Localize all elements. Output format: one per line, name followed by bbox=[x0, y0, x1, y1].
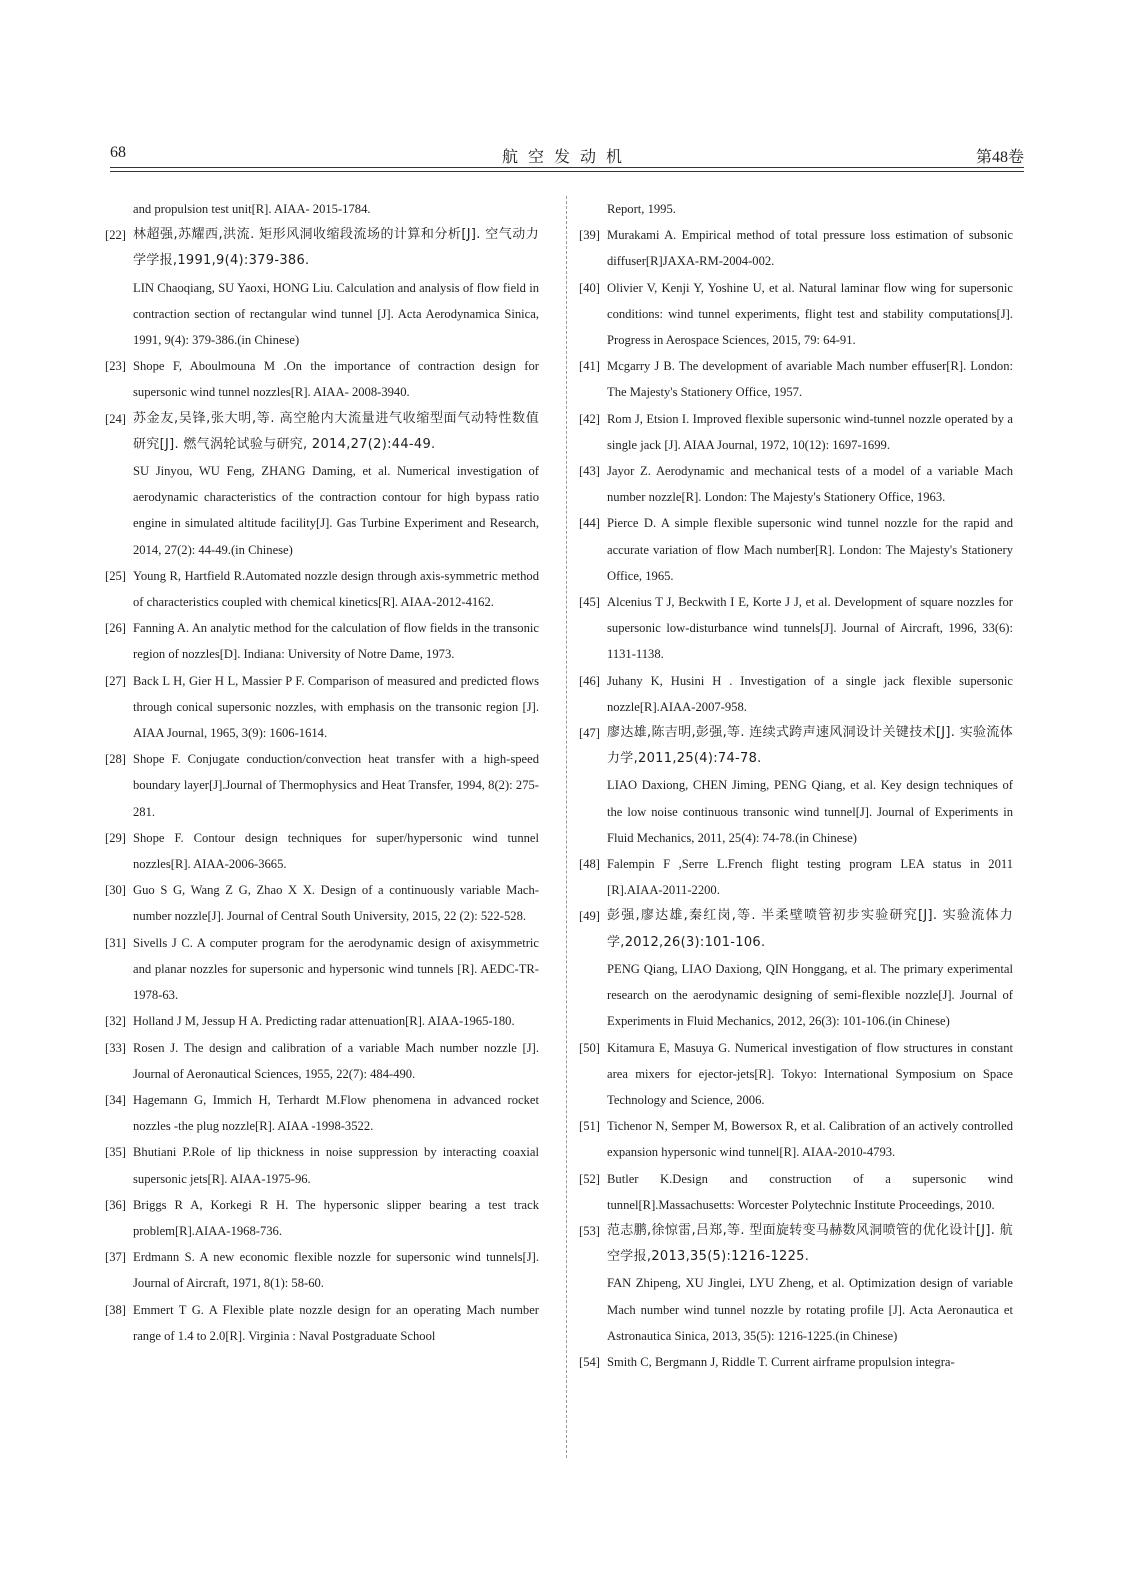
reference-item bbox=[105, 353, 539, 405]
reference-text-chinese: 范志鹏,徐惊雷,吕郑,等. 型面旋转变马赫数风洞喷管的优化设计[J]. 航空学报,2013,35(5):1216-1225. bbox=[607, 1222, 1013, 1265]
reference-item bbox=[105, 615, 539, 667]
reference-text-chinese: 苏金友,吴锋,张大明,等. 高空舱内大流量进气收缩型面气动特性数值研究[J]. 燃气涡轮试验与研究, 2014,27(2):44-49. bbox=[133, 410, 539, 452]
reference-text: Rosen J. The design and calibration of a variable Mach number nozzle [J]. Journal of Aeronautical Sciences, 1955, 22(7): 484-490. bbox=[133, 1040, 539, 1081]
reference-number: [32] bbox=[105, 1014, 126, 1029]
reference-number: [39] bbox=[579, 228, 600, 243]
reference-text: Bhutiani P.Role of lip thickness in noise suppression by interacting coaxial supersonic jets[R]. AIAA-1975-96. bbox=[133, 1145, 539, 1186]
right-reference-column bbox=[579, 196, 1013, 1375]
reference-item bbox=[105, 930, 539, 1009]
reference-item bbox=[579, 1035, 1013, 1114]
reference-item bbox=[579, 668, 1013, 720]
reference-text: Alcenius T J, Beckwith I E, Korte J J, et al. Development of square nozzles for supersonic low-disturbance wind tunnels[J]. Journal of Aircraft, 1996, 33(6): 1131-1138. bbox=[607, 595, 1013, 662]
reference-item bbox=[579, 222, 1013, 274]
reference-item bbox=[105, 1244, 539, 1296]
reference-number: [37] bbox=[105, 1250, 126, 1265]
reference-item bbox=[579, 1349, 1013, 1375]
reference-number: [47] bbox=[579, 726, 600, 741]
reference-text: Report, 1995. bbox=[607, 202, 676, 216]
reference-item bbox=[579, 589, 1013, 668]
reference-text: and propulsion test unit[R]. AIAA- 2015-1784. bbox=[133, 202, 371, 216]
reference-item bbox=[579, 903, 1013, 1034]
reference-item bbox=[105, 1008, 539, 1034]
reference-item bbox=[579, 196, 1013, 222]
reference-number: [48] bbox=[579, 857, 600, 872]
reference-text: Tichenor N, Semper M, Bowersox R, et al. Calibration of an actively controlled expansion hypersonic wind tunnel[R]. AIAA-2010-4793. bbox=[607, 1119, 1013, 1160]
reference-item bbox=[105, 1192, 539, 1244]
reference-text: Shope F, Aboulmouna M .On the importance of contraction design for supersonic wind tunnel nozzles[R]. AIAA- 2008-3940. bbox=[133, 359, 539, 400]
reference-text: Smith C, Bergmann J, Riddle T. Current airframe propulsion integra- bbox=[607, 1354, 955, 1369]
reference-number: [46] bbox=[579, 673, 600, 688]
reference-item bbox=[105, 1035, 539, 1087]
reference-number: [25] bbox=[105, 568, 126, 583]
reference-text: Jayor Z. Aerodynamic and mechanical tests of a model of a variable Mach number nozzle[R]. London: The Majesty's Stationery Office, 1963. bbox=[607, 464, 1013, 505]
reference-number: [38] bbox=[105, 1302, 126, 1317]
reference-text: PENG Qiang, LIAO Daxiong, QIN Honggang, et al. The primary experimental research on the aerodynamic designing of semi-flexible nozzle[J]. Journal of Experiments in Fluid Mechanics, 2012, 26(3): 101-106.(in Chinese) bbox=[607, 961, 1013, 1029]
reference-number: [29] bbox=[105, 830, 126, 845]
reference-text: Mcgarry J B. The development of avariable Mach number effuser[R]. London: The Majesty's Stationery Office, 1957. bbox=[607, 359, 1013, 400]
reference-item bbox=[105, 1297, 539, 1349]
reference-item bbox=[579, 406, 1013, 458]
reference-text: Juhany K, Husini H . Investigation of a single jack flexible supersonic nozzle[R].AIAA-2007-958. bbox=[607, 673, 1013, 714]
reference-number: [51] bbox=[579, 1119, 600, 1134]
reference-number: [30] bbox=[105, 883, 126, 898]
reference-item bbox=[105, 1087, 539, 1139]
reference-text: Back L H, Gier H L, Massier P F. Comparison of measured and predicted flows through conical supersonic nozzles, with emphasis on the transonic region [J]. AIAA Journal, 1965, 3(9): 1606-1614. bbox=[133, 673, 539, 741]
reference-text: LIN Chaoqiang, SU Yaoxi, HONG Liu. Calculation and analysis of flow field in contraction section of rectangular wind tunnel [J]. Acta Aerodynamica Sinica, 1991, 9(4): 379-386.(in Chinese) bbox=[133, 280, 539, 348]
reference-text: Butler K.Design and construction of a supersonic wind tunnel[R].Massachusetts: Worcester Polytechnic Institute Proceedings, 2010. bbox=[607, 1171, 1013, 1212]
reference-item bbox=[579, 851, 1013, 903]
reference-number: [54] bbox=[579, 1354, 600, 1369]
reference-number: [45] bbox=[579, 595, 600, 610]
reference-number: [33] bbox=[105, 1040, 126, 1055]
reference-number: [49] bbox=[579, 909, 600, 924]
reference-number: [35] bbox=[105, 1145, 126, 1160]
header-rule-thin bbox=[110, 171, 1024, 172]
page-number: 68 bbox=[110, 144, 126, 161]
reference-item bbox=[579, 1218, 1013, 1349]
reference-text: Murakami A. Empirical method of total pressure loss estimation of subsonic diffuser[R]JAXA-RM-2004-002. bbox=[607, 228, 1013, 269]
volume-label: 第48卷 bbox=[975, 149, 1024, 166]
reference-text-chinese: 彭强,廖达雄,秦红岗,等. 半柔壁喷管初步实验研究[J]. 实验流体力学,2012,26(3):101-106. bbox=[607, 908, 1013, 950]
reference-text: SU Jinyou, WU Feng, ZHANG Daming, et al. Numerical investigation of aerodynamic characteristics of the contraction contour for high bypass ratio engine in simulated altitude facility[J]. Gas Turbine Experiment and Research, 2014, 27(2): 44-49.(in Chinese) bbox=[133, 464, 539, 557]
reference-text: Emmert T G. A Flexible plate nozzle design for an operating Mach number range of 1.4 to 2.0[R]. Virginia : Naval Postgraduate School bbox=[133, 1302, 539, 1343]
reference-text: Young R, Hartfield R.Automated nozzle design through axis-symmetric method of characteristics coupled with chemical kinetics[R]. AIAA-2012-4162. bbox=[133, 568, 539, 610]
reference-number: [52] bbox=[579, 1171, 600, 1186]
reference-number: [34] bbox=[105, 1092, 126, 1107]
column-divider bbox=[566, 196, 567, 1458]
left-reference-column bbox=[105, 196, 539, 1349]
reference-number: [22] bbox=[105, 228, 126, 243]
reference-item bbox=[579, 510, 1013, 589]
journal-title: 航空发动机 bbox=[501, 149, 632, 166]
reference-number: [26] bbox=[105, 621, 126, 636]
reference-item bbox=[579, 353, 1013, 405]
reference-number: [24] bbox=[105, 411, 126, 426]
reference-number: [40] bbox=[579, 280, 600, 295]
reference-item bbox=[579, 275, 1013, 354]
reference-number: [50] bbox=[579, 1040, 600, 1055]
reference-item bbox=[105, 196, 539, 222]
reference-text: Olivier V, Kenji Y, Yoshine U, et al. Natural laminar flow wing for supersonic conditions: wind tunnel experiments, flight test and stability computations[J]. Progress in Aerospace Sciences, 2015, 79: 64-91. bbox=[607, 280, 1013, 348]
reference-number: [41] bbox=[579, 359, 600, 374]
reference-number: [42] bbox=[579, 411, 600, 426]
reference-number: [31] bbox=[105, 935, 126, 950]
reference-text: Pierce D. A simple flexible supersonic wind tunnel nozzle for the rapid and accurate variation of flow Mach number[R]. London: The Majesty's Stationery Office, 1965. bbox=[607, 516, 1013, 583]
reference-text: Kitamura E, Masuya G. Numerical investigation of flow structures in constant area mixers for ejector-jets[R]. Tokyo: International Symposium on Space Technology and Science, 2006. bbox=[607, 1040, 1013, 1107]
reference-item bbox=[105, 825, 539, 877]
reference-number: [44] bbox=[579, 516, 600, 531]
reference-item bbox=[579, 1166, 1013, 1218]
reference-text: Holland J M, Jessup H A. Predicting radar attenuation[R]. AIAA-1965-180. bbox=[133, 1014, 515, 1029]
reference-number: [23] bbox=[105, 359, 126, 374]
reference-text-chinese: 林超强,苏耀西,洪流. 矩形风洞收缩段流场的计算和分析[J]. 空气动力学学报,1991,9(4):379-386. bbox=[133, 227, 539, 269]
reference-text: Falempin F ,Serre L.French flight testing program LEA status in 2011 [R].AIAA-2011-2200. bbox=[607, 857, 1013, 898]
reference-text: FAN Zhipeng, XU Jinglei, LYU Zheng, et al. Optimization design of variable Mach number wind tunnel nozzle by rotating profile [J]. Acta Aeronautica et Astronautica Sinica, 2013, 35(5): 1216-1225.(in Chinese) bbox=[607, 1276, 1013, 1343]
reference-text: Shope F. Contour design techniques for super/hypersonic wind tunnel nozzles[R]. AIAA-2006-3665. bbox=[133, 830, 539, 872]
reference-number: [43] bbox=[579, 464, 600, 479]
reference-number: [28] bbox=[105, 752, 126, 767]
reference-text: LIAO Daxiong, CHEN Jiming, PENG Qiang, et al. Key design techniques of the low noise continuous transonic wind tunnel[J]. Journal of Experiments in Fluid Mechanics, 2011, 25(4): 74-78.(in Chinese) bbox=[607, 778, 1013, 845]
reference-number: [27] bbox=[105, 673, 126, 688]
header-rule bbox=[110, 167, 1024, 168]
reference-text: Rom J, Etsion I. Improved flexible supersonic wind-tunnel nozzle operated by a single jack [J]. AIAA Journal, 1972, 10(12): 1697-1699. bbox=[607, 411, 1013, 452]
reference-item bbox=[579, 720, 1013, 851]
reference-item bbox=[105, 222, 539, 353]
reference-text: Fanning A. An analytic method for the calculation of flow fields in the transonic region of nozzles[D]. Indiana: University of Notre Dame, 1973. bbox=[133, 621, 539, 662]
reference-item bbox=[105, 1139, 539, 1191]
reference-item bbox=[105, 563, 539, 615]
reference-item bbox=[105, 406, 539, 563]
reference-text: Hagemann G, Immich H, Terhardt M.Flow phenomena in advanced rocket nozzles -the plug nozzle[R]. AIAA -1998-3522. bbox=[133, 1092, 539, 1134]
reference-text: Briggs R A, Korkegi R H. The hypersonic slipper bearing a test track problem[R].AIAA-1968-736. bbox=[133, 1197, 539, 1238]
reference-item bbox=[105, 877, 539, 929]
reference-text: Sivells J C. A computer program for the aerodynamic design of axisymmetric and planar nozzles for supersonic and hypersonic wind tunnels [R]. AEDC-TR-1978-63. bbox=[133, 935, 539, 1003]
reference-number: [36] bbox=[105, 1197, 126, 1212]
reference-text: Erdmann S. A new economic flexible nozzle for supersonic wind tunnels[J]. Journal of Aircraft, 1971, 8(1): 58-60. bbox=[133, 1250, 539, 1291]
reference-text: Guo S G, Wang Z G, Zhao X X. Design of a continuously variable Mach-number nozzle[J]. Journal of Central South University, 2015, 22 (2): 522-528. bbox=[133, 883, 539, 924]
reference-number: [53] bbox=[579, 1223, 600, 1238]
reference-item bbox=[105, 746, 539, 825]
reference-text-chinese: 廖达雄,陈吉明,彭强,等. 连续式跨声速风洞设计关键技术[J]. 实验流体力学,2011,25(4):74-78. bbox=[607, 725, 1013, 767]
running-header bbox=[110, 144, 1024, 166]
reference-item bbox=[579, 1113, 1013, 1165]
reference-item bbox=[579, 458, 1013, 510]
reference-item bbox=[105, 668, 539, 747]
reference-text: Shope F. Conjugate conduction/convection heat transfer with a high-speed boundary layer[J].Journal of Thermophysics and Heat Transfer, 1994, 8(2): 275-281. bbox=[133, 752, 539, 819]
